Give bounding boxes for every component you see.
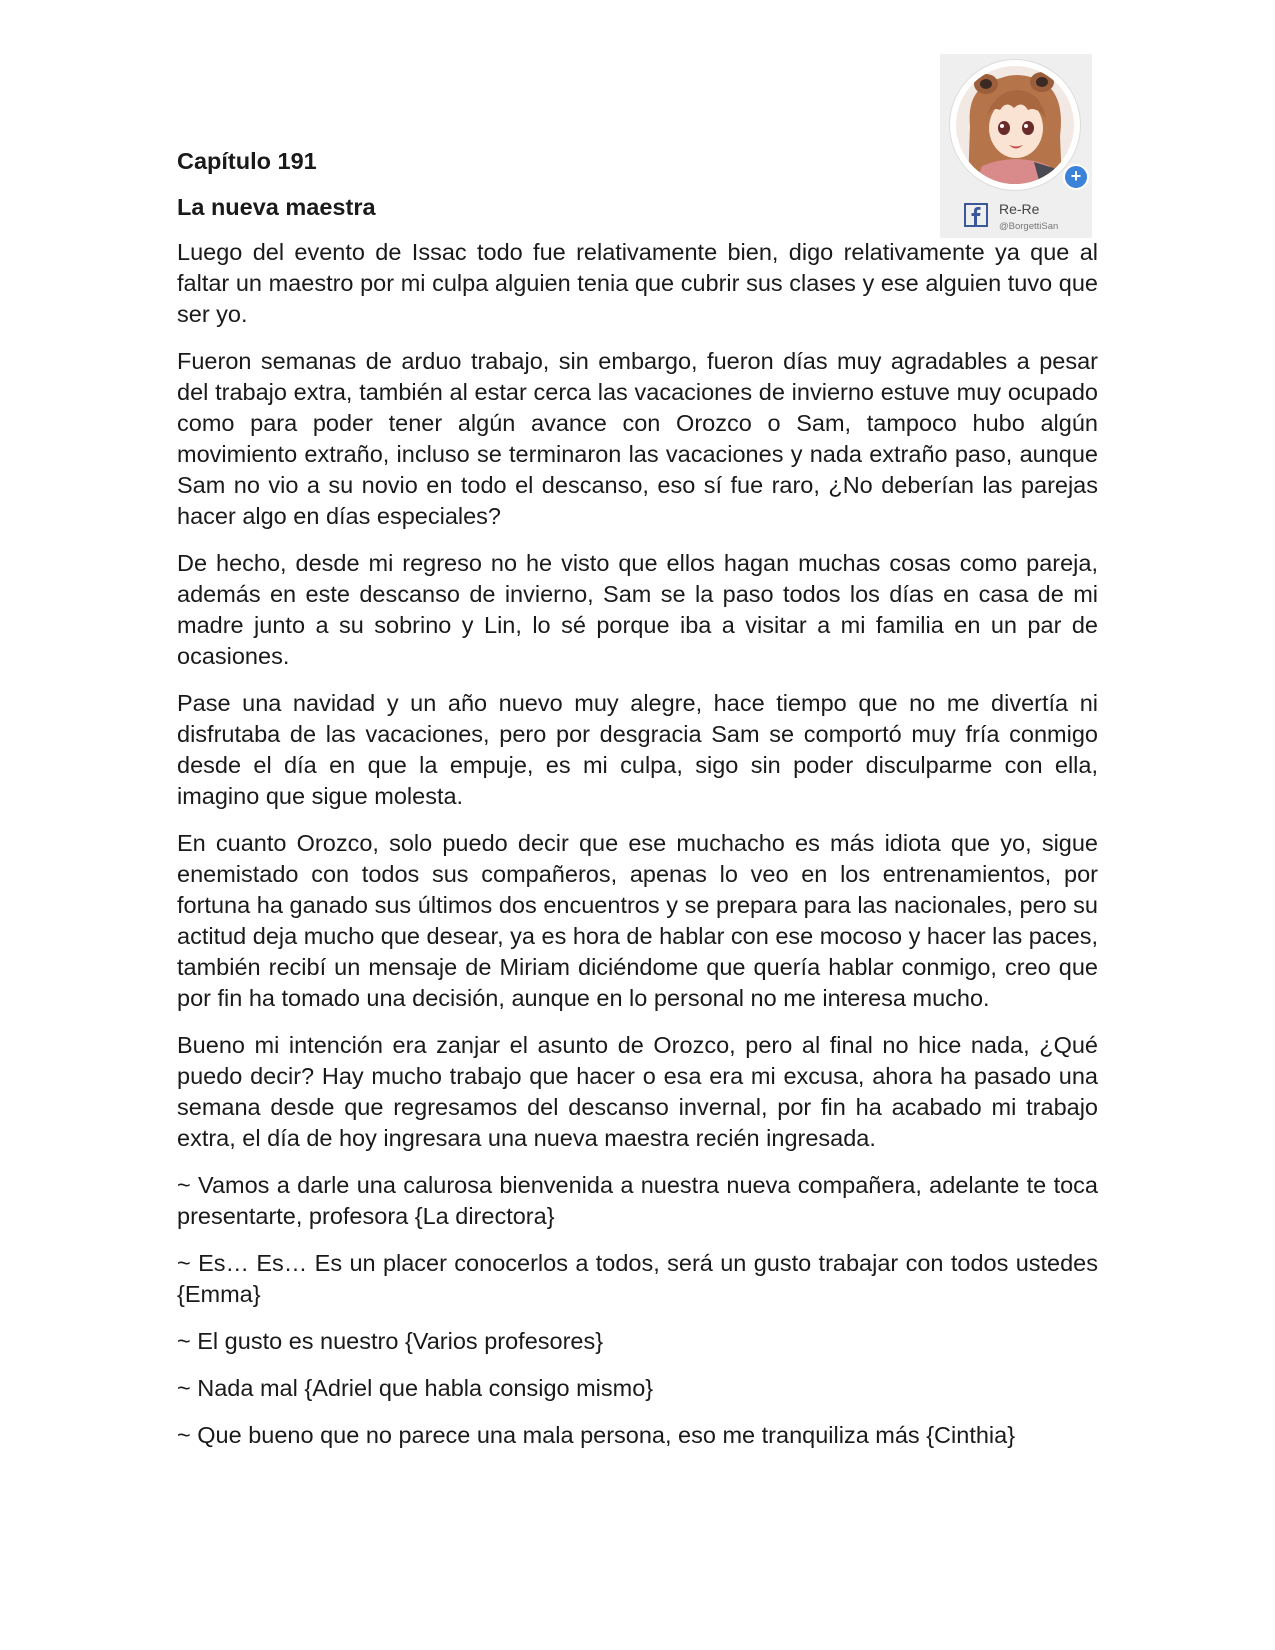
- paragraph: De hecho, desde mi regreso no he visto que ellos hagan muchas cosas como pareja, además en este descanso de invierno, Sam se la paso todos los días en casa de mi madre junto a su sobrino y Lin, lo sé porque iba a visitar a mi familia en un par de ocasiones.: [177, 550, 1098, 669]
- paragraph: Luego del evento de Issac todo fue relativamente bien, digo relativamente ya que al faltar un maestro por mi culpa alguien tenia que cubrir sus clases y ese alguien tuvo que ser yo.: [177, 239, 1098, 327]
- chapter-title: Capítulo 191: [177, 148, 317, 174]
- profile-name: Re-Re: [999, 201, 1040, 217]
- dialogue-line: ~ Que bueno que no parece una mala persona, eso me tranquiliza más {Cinthia}: [177, 1422, 1016, 1448]
- paragraph: Fueron semanas de arduo trabajo, sin embargo, fueron días muy agradables a pesar del trabajo extra, también al estar cerca las vacaciones de invierno estuve muy ocupado como para poder tener algún avance con Orozco o Sam, tampoco hubo algún movimiento extraño, incluso se terminaron las vacaciones y nada extraño paso, aunque Sam no vio a su novio en todo el descanso, eso sí fue raro, ¿No deberían las parejas hacer algo en días especiales?: [177, 348, 1098, 529]
- dialogue-line: ~ Nada mal {Adriel que habla consigo mismo}: [177, 1375, 654, 1401]
- profile-handle: @BorgettiSan: [999, 221, 1059, 232]
- paragraph: Bueno mi intención era zanjar el asunto de Orozco, pero al final no hice nada, ¿Qué puedo decir? Hay mucho trabajo que hacer o esa era mi excusa, ahora ha pasado una semana desde que regresamos del descanso invernal, por fin ha acabado mi trabajo extra, el día de hoy ingresara una nueva maestra recién ingresada.: [177, 1032, 1098, 1151]
- document-body: [177, 146, 1098, 1467]
- dialogue-line: ~ Es… Es… Es un placer conocerlos a todos, será un gusto trabajar con todos ustedes {Emma}: [177, 1250, 1098, 1307]
- dialogue-line: ~ El gusto es nuestro {Varios profesores}: [177, 1328, 604, 1354]
- chapter-subtitle: La nueva maestra: [177, 194, 376, 220]
- dialogue-line: ~ Vamos a darle una calurosa bienvenida a nuestra nueva compañera, adelante te toca presentarte, profesora {La directora}: [177, 1172, 1098, 1229]
- paragraph: Pase una navidad y un año nuevo muy alegre, hace tiempo que no me divertía ni disfrutaba de las vacaciones, pero por desgracia Sam se comportó muy fría conmigo desde el día en que la empuje, es mi culpa, sigo sin poder disculparme con ella, imagino que sigue molesta.: [177, 690, 1098, 809]
- add-plus-icon[interactable]: +: [1063, 164, 1089, 190]
- paragraph: En cuanto Orozco, solo puedo decir que ese muchacho es más idiota que yo, sigue enemistado con todos sus compañeros, apenas lo veo en los entrenamientos, por fortuna ha ganado sus últimos dos encuentros y se prepara para las nacionales, pero su actitud deja mucho que desear, ya es hora de hablar con ese mocoso y hacer las paces, también recibí un mensaje de Miriam diciéndome que quería hablar conmigo, creo que por fin ha tomado una decisión, aunque en lo personal no me interesa mucho.: [177, 830, 1098, 1011]
